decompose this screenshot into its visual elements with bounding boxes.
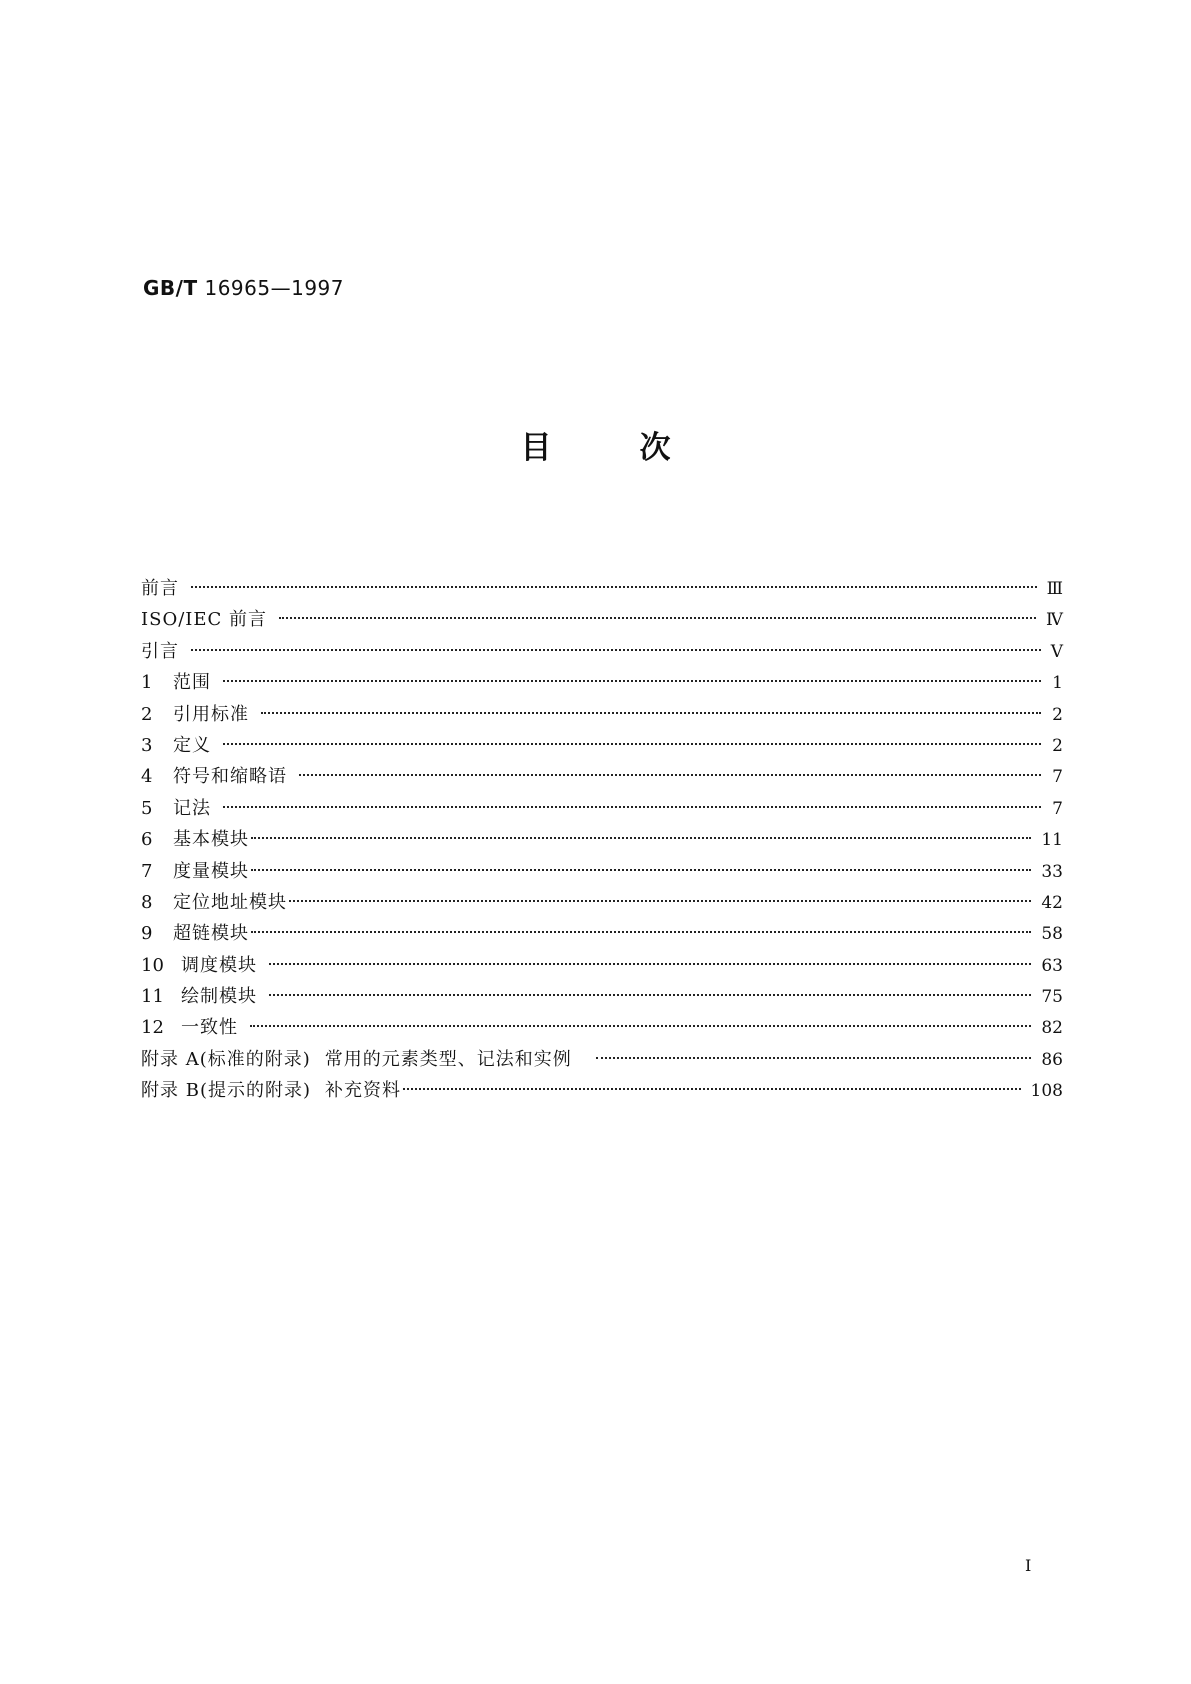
toc-entry-label — [141, 1047, 572, 1073]
toc-entry-page: 82 — [1041, 1018, 1063, 1039]
toc-entry-3 — [141, 733, 1063, 764]
toc-entry-page: 2 — [1052, 735, 1063, 756]
toc-leader-dots — [251, 931, 1031, 933]
toc-leader-dots — [269, 963, 1031, 965]
toc-entry-label: ISO/IEC 前言 — [141, 609, 268, 631]
toc-entry-label: 超链模块 — [173, 923, 249, 945]
toc-entry-label: 符号和缩略语 — [173, 766, 287, 788]
toc-entry-12 — [141, 1015, 1063, 1046]
toc-leader-dots — [289, 900, 1031, 902]
toc-entry-6 — [141, 827, 1063, 858]
standard-number — [143, 276, 344, 300]
toc-entry-label: 定位地址模块 — [173, 891, 287, 913]
annex-title: 常用的元素类型、记法和实例 — [324, 1048, 572, 1070]
toc-entry-2 — [141, 702, 1063, 733]
toc-entry-label: 定义 — [173, 734, 211, 756]
toc-entry-11 — [141, 984, 1063, 1015]
toc-entry-10 — [141, 953, 1063, 984]
toc-entry-number: 2 — [141, 703, 153, 725]
toc-entry-1 — [141, 670, 1063, 701]
toc-entry-number: 1 — [141, 672, 153, 694]
toc-entry-page: Ⅴ — [1050, 641, 1063, 662]
toc-entry-page: 7 — [1052, 798, 1063, 819]
toc-leader-dots — [251, 837, 1031, 839]
toc-leader-dots — [191, 649, 1041, 651]
toc-entry-page: 108 — [1030, 1081, 1063, 1102]
toc-entry-number: 3 — [141, 734, 153, 756]
toc-entry-page: 75 — [1041, 987, 1063, 1008]
toc-entry-page: 1 — [1052, 673, 1063, 694]
toc-entry-7 — [141, 859, 1063, 890]
toc-entry-label: 前言 — [141, 578, 179, 599]
toc-entry-page: Ⅲ — [1046, 579, 1063, 599]
toc-leader-dots — [261, 712, 1041, 714]
toc-entry-label: 度量模块 — [173, 860, 249, 882]
toc-entry-page: 63 — [1041, 955, 1063, 976]
toc-entry-page: 11 — [1041, 830, 1063, 851]
toc-entry-page: Ⅳ — [1046, 610, 1063, 631]
toc-entry-page: 33 — [1041, 861, 1063, 882]
toc-entry-page: 7 — [1052, 767, 1063, 788]
table-of-contents — [141, 576, 1063, 1110]
toc-leader-dots — [191, 586, 1037, 588]
toc-entry-label: 引言 — [141, 640, 179, 662]
toc-leader-dots — [403, 1088, 1021, 1090]
toc-entry-label: 调度模块 — [181, 954, 257, 976]
toc-leader-dots — [279, 617, 1036, 619]
toc-entry-number: 9 — [141, 923, 153, 945]
toc-entry-number: 8 — [141, 891, 153, 913]
toc-leader-dots — [223, 743, 1041, 745]
toc-entry-9 — [141, 921, 1063, 952]
toc-entry-label: 基本模块 — [173, 829, 249, 851]
toc-entry-foreword — [141, 576, 1063, 607]
toc-entry-page: 42 — [1041, 892, 1063, 913]
toc-leader-dots — [250, 1025, 1031, 1027]
toc-entry-page: 58 — [1041, 924, 1063, 945]
standard-code: 16965—1997 — [204, 276, 344, 300]
toc-entry-number: 10 — [141, 954, 164, 976]
toc-entry-number: 6 — [141, 829, 153, 851]
toc-entry-annex-a — [141, 1047, 1063, 1078]
toc-entry-page: 86 — [1041, 1049, 1063, 1070]
toc-entry-introduction — [141, 639, 1063, 670]
toc-entry-annex-b — [141, 1078, 1063, 1109]
toc-entry-label: 一致性 — [181, 1017, 238, 1039]
annex-label: 附录 B(提示的附录) — [141, 1080, 311, 1102]
toc-entry-label: 绘制模块 — [181, 986, 257, 1008]
toc-leader-dots — [223, 680, 1041, 682]
toc-leader-dots — [269, 994, 1031, 996]
toc-entry-number: 12 — [141, 1017, 164, 1039]
toc-entry-iso-foreword — [141, 607, 1063, 638]
standard-prefix: GB/T — [143, 276, 198, 300]
toc-leader-dots — [299, 774, 1041, 776]
toc-entry-number: 7 — [141, 860, 153, 882]
toc-entry-label: 范围 — [173, 672, 211, 694]
toc-entry-label: 记法 — [173, 797, 211, 819]
toc-entry-label: 引用标准 — [173, 703, 249, 725]
toc-leader-dots — [596, 1057, 1032, 1059]
toc-entry-page: 2 — [1052, 704, 1063, 725]
toc-entry-4 — [141, 764, 1063, 795]
toc-title: 目次 — [520, 430, 759, 466]
toc-entry-label — [141, 1078, 401, 1104]
toc-leader-dots — [223, 806, 1041, 808]
toc-entry-5 — [141, 796, 1063, 827]
toc-entry-number: 11 — [141, 986, 164, 1008]
page-number: I — [1025, 1556, 1032, 1575]
toc-entry-number: 5 — [141, 797, 153, 819]
annex-title: 补充资料 — [325, 1080, 401, 1102]
toc-entry-number: 4 — [141, 766, 153, 788]
annex-label: 附录 A(标准的附录) — [141, 1048, 311, 1070]
toc-entry-8 — [141, 890, 1063, 921]
toc-leader-dots — [251, 869, 1031, 871]
